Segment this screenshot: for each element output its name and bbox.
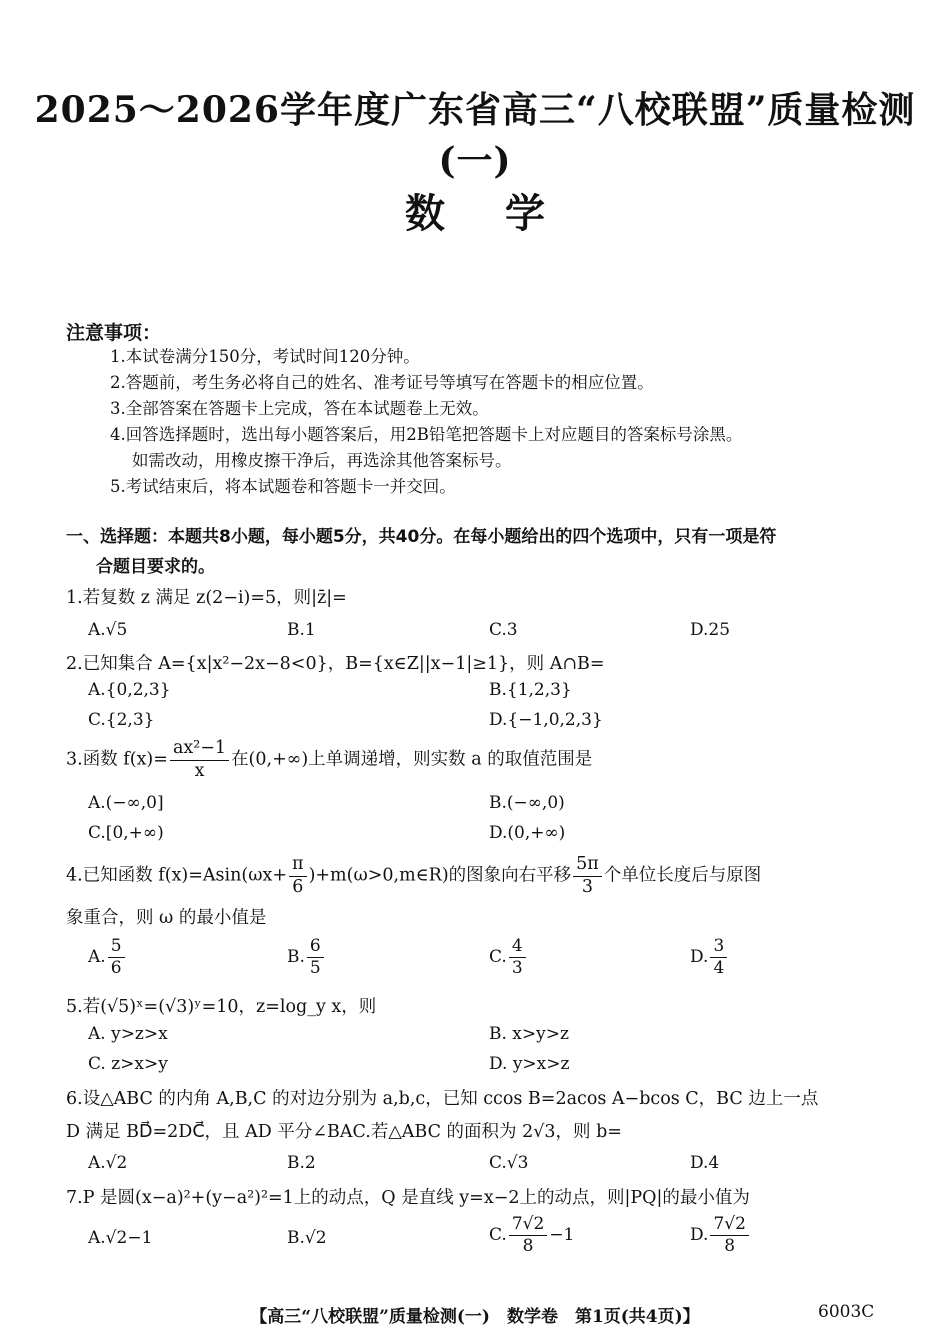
q6-option-d: D.4	[690, 1153, 720, 1173]
note-item: 如需改动，用橡皮擦干净后，再选涂其他答案标号。	[132, 451, 512, 470]
question-5-stem: 5.若(√5)ˣ=(√3)ʸ=10，z=log_y x，则	[66, 997, 377, 1017]
q6-option-a: A.√2	[88, 1153, 128, 1173]
paper-code: 6003C	[818, 1302, 875, 1322]
question-7-stem: 7.P 是圆(x−a)²+(y−a²)²=1上的动点，Q 是直线 y=x−2上的动点，则|PQ|的最小值为	[66, 1188, 750, 1208]
q4-option-a: A. $\frac{5}{6}$	[88, 938, 127, 977]
question-4-line-2: 象重合，则 ω 的最小值是	[66, 908, 267, 928]
q7-option-c: C. $\frac{7√2}{8}$ −1	[489, 1214, 575, 1256]
q6-option-b: B.2	[287, 1153, 316, 1173]
section-line-1: 一、选择题：本题共8小题，每小题5分，共40分。在每小题给出的四个选项中，只有一项是符	[66, 527, 777, 547]
note-item: 1.本试卷满分150分，考试时间120分钟。	[110, 347, 420, 366]
q3-option-d: D.(0,+∞)	[489, 823, 566, 843]
q1-option-d: D.25	[690, 620, 731, 640]
note-item: 3.全部答案在答题卡上完成，答在本试题卷上无效。	[110, 399, 489, 418]
question-4-stem: 4.已知函数 f(x)=Asin(ωx+ $\frac{\pi}{6}$ )+m(ω>0,m∈R)的图象向右平移 $\frac{5\pi}{3}$ 个单位长度后与原图	[66, 854, 762, 897]
q2-option-d: D.{−1,0,2,3}	[489, 710, 603, 730]
q4-option-c: C. $\frac{4}{3}$	[489, 938, 528, 977]
q4-option-b: B. $\frac{6}{5}$	[287, 938, 326, 977]
q5-option-c: C. z>x>y	[88, 1054, 168, 1074]
q5-option-b: B. x>y>z	[489, 1024, 569, 1044]
section-line-2: 合题目要求的。	[96, 557, 215, 577]
q5-option-a: A. y>z>x	[88, 1024, 168, 1044]
q3-option-a: A.(−∞,0]	[88, 793, 164, 813]
q1-option-c: C.3	[489, 620, 518, 640]
q3-option-b: B.(−∞,0)	[489, 793, 565, 813]
section-heading	[66, 522, 892, 582]
q3-fraction: $\frac{\text{ax²−1}}{x}$	[170, 740, 229, 780]
q1-option-b: B.1	[287, 620, 316, 640]
subject-title: 数学	[405, 190, 605, 237]
q3-option-c: C.[0,+∞)	[88, 823, 164, 843]
question-3-stem: 3.函数 f(x)= $\frac{\text{ax²−1}}{x}$ 在(0,+∞)上单调递增，则实数 a 的取值范围是	[66, 738, 593, 781]
q1-option-a: A.√5	[88, 620, 128, 640]
note-item: 2.答题前，考生务必将自己的姓名、准考证号等填写在答题卡的相应位置。	[110, 373, 654, 392]
question-2-stem: 2.已知集合 A={x|x²−2x−8<0}，B={x∈Z||x−1|≥1}，则 A∩B=	[66, 654, 605, 674]
question-1-stem: 1.若复数 z 满足 z(2−i)=5，则|z̄|=	[66, 588, 347, 608]
q2-option-b: B.{1,2,3}	[489, 680, 572, 700]
q7-option-a: A.√2−1	[88, 1228, 153, 1248]
question-6-stem: 6.设△ABC 的内角 A,B,C 的对边分别为 a,b,c，已知 ccos B=2acos A−bcos C，BC 边上一点	[66, 1089, 819, 1109]
note-item: 4.回答选择题时，选出每小题答案后，用2B铅笔把答题卡上对应题目的答案标号涂黑。	[110, 425, 743, 444]
page-footer: 【高三“八校联盟”质量检测(一) 数学卷 第1页(共4页)】	[250, 1307, 700, 1327]
question-6-line-2: D 满足 BD⃗=2DC⃗，且 AD 平分∠BAC.若△ABC 的面积为 2√3，则 b=	[66, 1122, 622, 1142]
q4-option-d: D. $\frac{3}{4}$	[690, 938, 729, 977]
notes-heading: 注意事项：	[66, 322, 162, 344]
q2-option-c: C.{2,3}	[88, 710, 155, 730]
q7-option-b: B.√2	[287, 1228, 327, 1248]
q5-option-d: D. y>x>z	[489, 1054, 570, 1074]
q2-option-a: A.{0,2,3}	[88, 680, 171, 700]
note-item: 5.考试结束后，将本试题卷和答题卡一并交回。	[110, 477, 456, 496]
q7-option-d: D. $\frac{7√2}{8}$	[690, 1216, 751, 1255]
q6-option-c: C.√3	[489, 1153, 529, 1173]
exam-title: 2025～2026学年度广东省高三“八校联盟”质量检测(一)	[34, 89, 916, 182]
